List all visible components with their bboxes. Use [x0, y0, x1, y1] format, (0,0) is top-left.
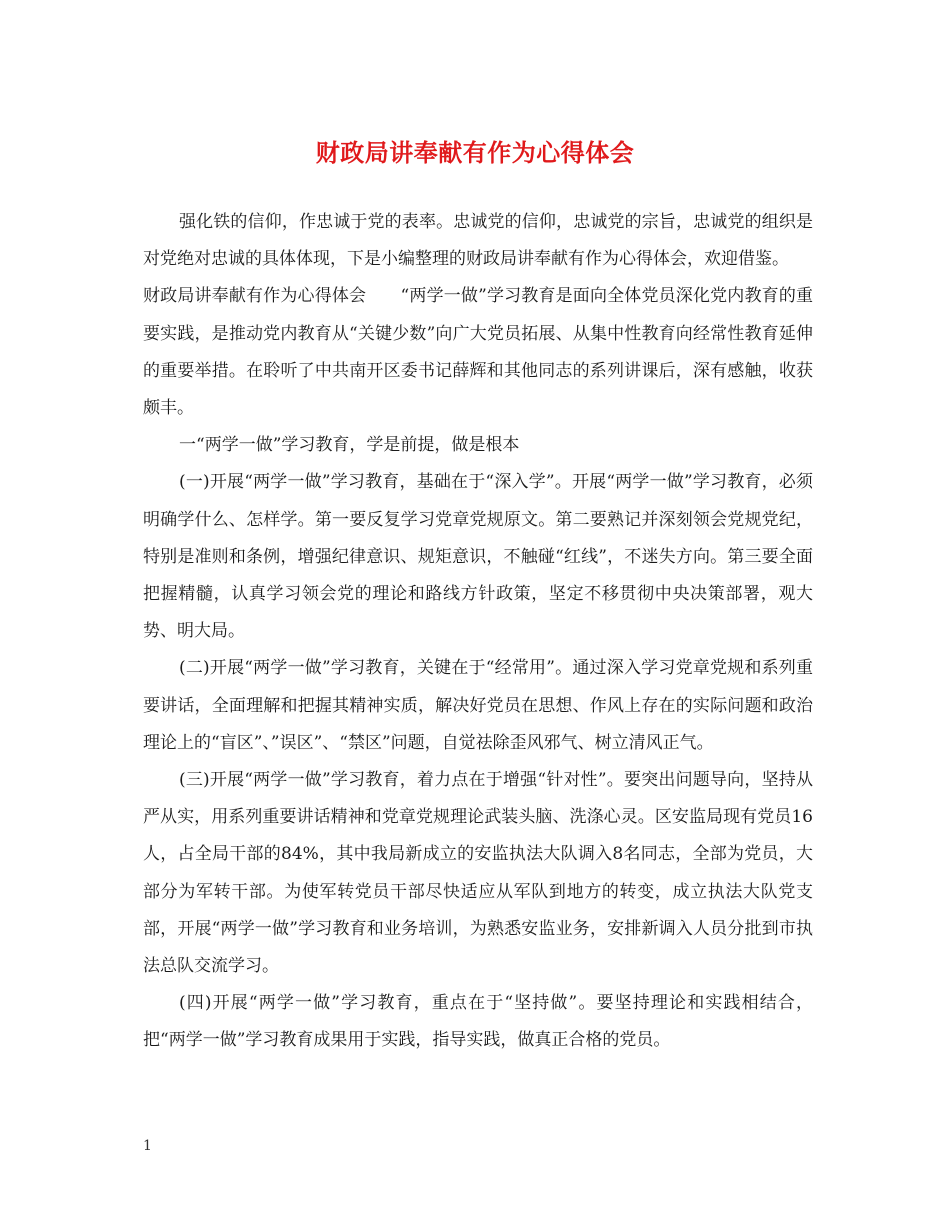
paragraph-intro: 强化铁的信仰，作忠诚于党的表率。忠诚党的信仰，忠诚党的宗旨，忠诚党的组织是对党绝对忠诚的具体体现，下是小编整理的财政局讲奉献有作为心得体会，欢迎借鉴。 — [143, 212, 813, 270]
document-body — [143, 204, 813, 1060]
paragraph-point-1: (一)开展“两学一做”学习教育，基础在于“深入学”。开展“两学一做”学习教育，必须明确学什么、怎样学。第一要反复学习党章党规原文。第二要熟记并深刻领会党规党纪，特别是准则和条例，增强纪律意识、规矩意识，不触碰“红线”，不迷失方向。第三要全面把握精髓，认真学习领会党的理论和路线方针政策，坚定不移贯彻中央决策部署，观大势、明大局。 — [143, 472, 813, 642]
paragraph-point-2: (二)开展“两学一做”学习教育，关键在于“经常用”。通过深入学习党章党规和系列重要讲话，全面理解和把握其精神实质，解决好党员在思想、作风上存在的实际问题和政治理论上的“盲区”、”误区”、“禁区”问题，自觉祛除歪风邪气、树立清风正气。 — [143, 658, 813, 753]
page-number: 1 — [143, 1138, 152, 1154]
paragraph-point-3: (三)开展“两学一做”学习教育，着力点在于增强“针对性”。要突出问题导向，坚持从严从实，用系列重要讲话精神和党章党规理论武装头脑、洗涤心灵。区安监局现有党员16人，占全局干部的84%，其中我局新成立的安监执法大队调入8名同志，全部为党员，大部分为军转干部。为使军转党员干部尽快适应从军队到地方的转变，成立执法大队党支部，开展“两学一做”学习教育和业务培训，为熟悉安监业务，安排新调入人员分批到市执法总队交流学习。 — [143, 770, 813, 977]
document-title: 财政局讲奉献有作为心得体会 — [315, 138, 635, 167]
paragraph-point-4: (四)开展“两学一做”学习教育，重点在于“坚持做”。要坚持理论和实践相结合，把“两学一做”学习教育成果用于实践，指导实践，做真正合格的党员。 — [143, 993, 813, 1051]
section-heading-1: 一“两学一做”学习教育，学是前提，做是根本 — [179, 435, 520, 456]
paragraph-overview: 财政局讲奉献有作为心得体会 “两学一做”学习教育是面向全体党员深化党内教育的重要实践，是推动党内教育从“关键少数”向广大党员拓展、从集中性教育向经常性教育延伸的重要举措。在聆听了中共南开区委书记薛辉和其他同志的系列讲课后，深有感触，收获颇丰。 — [143, 286, 813, 419]
